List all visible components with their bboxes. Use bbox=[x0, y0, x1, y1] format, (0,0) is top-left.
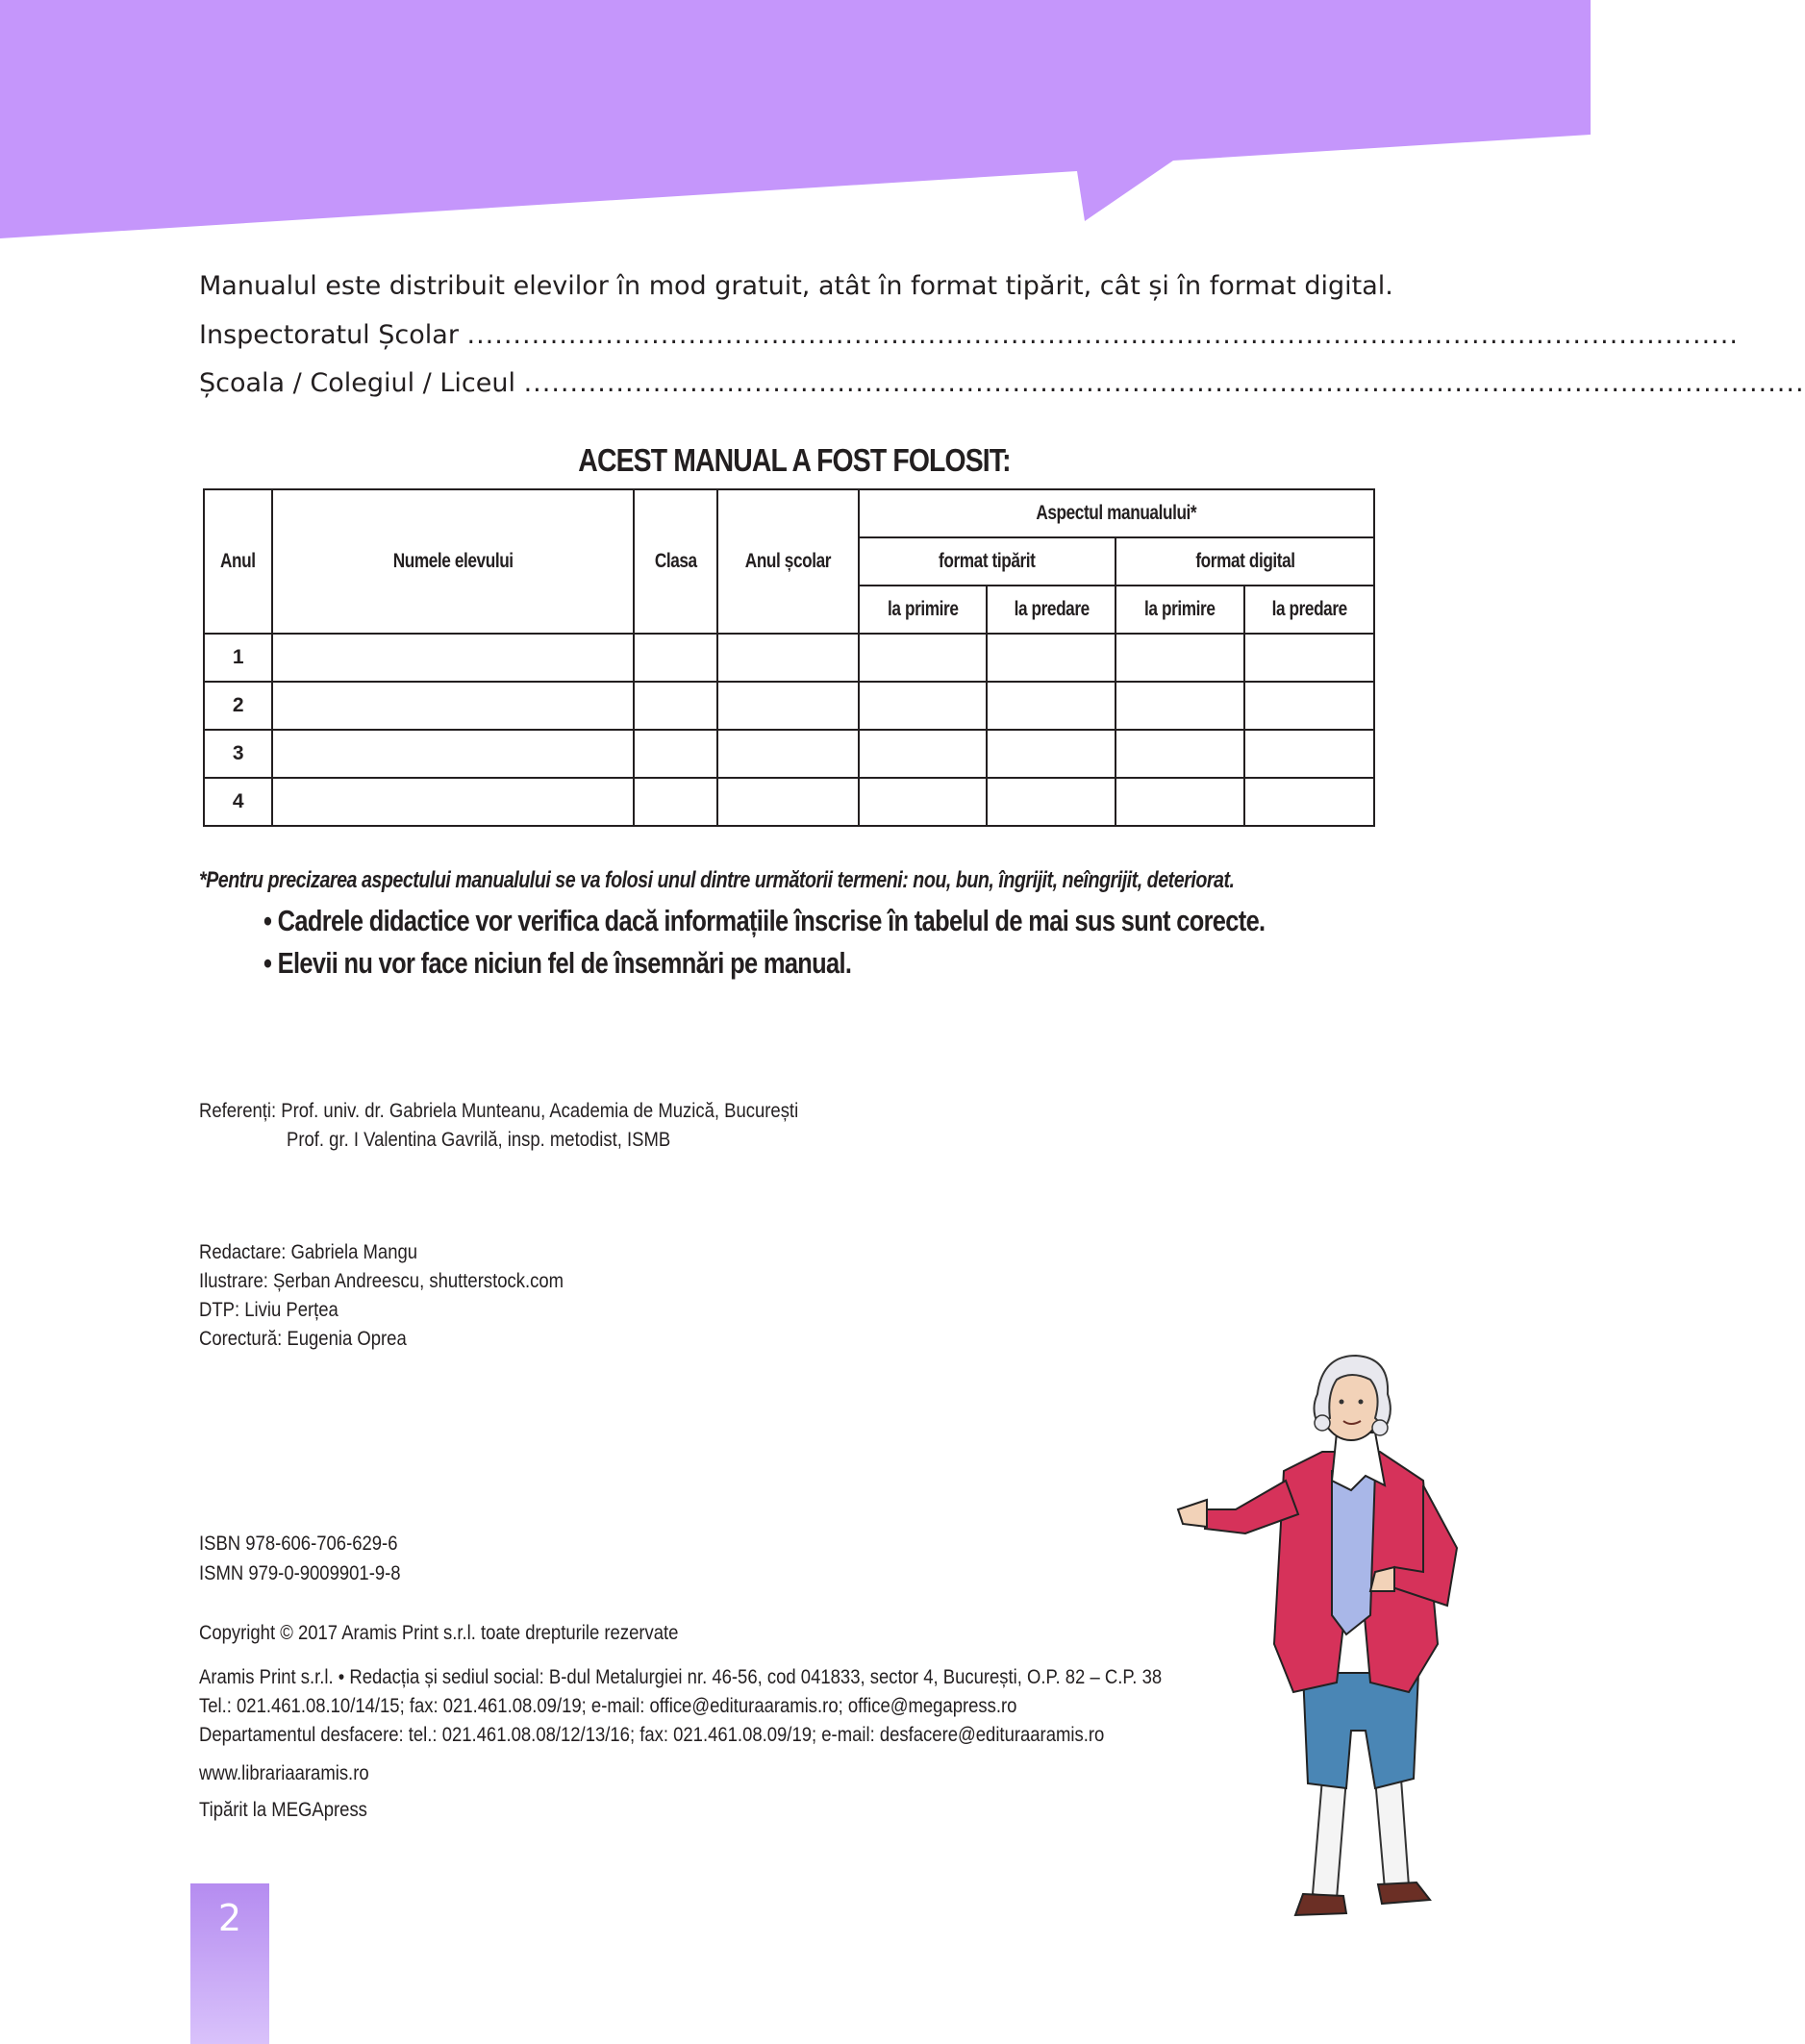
page-number: 2 bbox=[217, 1897, 242, 1939]
fill-dots: ........................................................................................................................................... bbox=[523, 368, 1805, 398]
cell-empty bbox=[272, 778, 634, 826]
cell-empty bbox=[272, 634, 634, 682]
term-deteriorat: deteriorat bbox=[1146, 867, 1230, 893]
cell-empty bbox=[272, 682, 634, 730]
credit-corectura: Corectură: Eugenia Oprea bbox=[199, 1328, 407, 1350]
school-line bbox=[199, 368, 1805, 398]
table-row bbox=[204, 682, 1374, 730]
cell-empty bbox=[859, 634, 988, 682]
free-distribution-notice: Manualul este distribuit elevilor în mod gratuit, atât în format tipărit, cât și în format digital. bbox=[199, 271, 1393, 301]
cell-empty bbox=[987, 634, 1116, 682]
cell-empty bbox=[717, 778, 859, 826]
referenti-line-1 bbox=[199, 1100, 798, 1123]
publisher-contact: Tel.: 021.461.08.10/14/15; fax: 021.461.08.09/19; e-mail: office@edituraaramis.ro; office@megapress.ro bbox=[199, 1695, 1017, 1717]
cell-empty bbox=[634, 730, 717, 778]
school-inspectorate-line bbox=[199, 320, 1739, 350]
credit-redactare: Redactare: Gabriela Mangu bbox=[199, 1241, 418, 1263]
header-clasa: Clasa bbox=[634, 489, 717, 634]
bullet-teachers-verify: • Cadrele didactice vor verifica dacă informațiile înscrise în tabelul de mai sus sunt corecte. bbox=[263, 904, 1266, 937]
cell-empty bbox=[634, 634, 717, 682]
school-inspectorate-label: Inspectoratul Școlar bbox=[199, 320, 459, 350]
cell-empty bbox=[717, 634, 859, 682]
publisher-address: Aramis Print s.r.l. • Redacția și sediul social: B-dul Metalurgiei nr. 46-56, cod 041833, sector 4, București, O.P. 82 – C.P. 38 bbox=[199, 1666, 1163, 1688]
header-tiparit-la-predare: la predare bbox=[987, 586, 1116, 634]
header-numele-elevului: Numele elevului bbox=[272, 489, 634, 634]
cell-empty bbox=[1116, 682, 1244, 730]
cell-empty bbox=[1244, 778, 1374, 826]
school-label: Școala / Colegiul / Liceul bbox=[199, 368, 515, 398]
composer-illustration bbox=[1178, 1327, 1515, 1932]
credit-ilustrare: Ilustrare: Șerban Andreescu, shutterstock.com bbox=[199, 1270, 564, 1292]
copyright: Copyright © 2017 Aramis Print s.r.l. toate drepturile rezervate bbox=[199, 1622, 679, 1644]
header-format-tiparit: format tipărit bbox=[859, 537, 1116, 586]
isbn: ISBN 978-606-706-629-6 bbox=[199, 1533, 398, 1555]
row-number: 4 bbox=[204, 778, 272, 826]
term-ingrijit: îngrijit bbox=[998, 867, 1053, 893]
cell-empty bbox=[1244, 634, 1374, 682]
aspect-note-prefix: *Pentru precizarea aspectului manualului se va folosi unul dintre următorii termeni: bbox=[199, 867, 914, 893]
header-digital-la-primire: la primire bbox=[1116, 586, 1244, 634]
referent-2: Prof. gr. I Valentina Gavrilă, insp. metodist, ISMB bbox=[287, 1129, 671, 1151]
term-nou: nou bbox=[913, 867, 946, 893]
cell-empty bbox=[1244, 730, 1374, 778]
cell-empty bbox=[272, 730, 634, 778]
cell-empty bbox=[987, 778, 1116, 826]
website-link[interactable]: www.librariaaramis.ro bbox=[199, 1762, 369, 1784]
cell-empty bbox=[1116, 778, 1244, 826]
row-number: 1 bbox=[204, 634, 272, 682]
cell-empty bbox=[634, 682, 717, 730]
page-number-tab bbox=[190, 1883, 269, 2044]
referenti-label: Referenți: bbox=[199, 1100, 277, 1122]
printed-by: Tipărit la MEGApress bbox=[199, 1799, 367, 1821]
cell-empty bbox=[1244, 682, 1374, 730]
referent-1: Prof. univ. dr. Gabriela Munteanu, Academia de Muzică, București bbox=[281, 1100, 799, 1122]
term-bun: bun bbox=[955, 867, 990, 893]
cell-empty bbox=[1116, 634, 1244, 682]
header-anul-scolar: Anul școlar bbox=[717, 489, 859, 634]
row-number: 2 bbox=[204, 682, 272, 730]
cell-empty bbox=[987, 682, 1116, 730]
header-aspectul-manualului: Aspectul manualului* bbox=[859, 489, 1374, 537]
aspect-note: *Pentru precizarea aspectului manualului se va folosi unul dintre următorii termeni: nou, bun, îngrijit, neîngrijit, deteriorat. bbox=[199, 867, 1235, 893]
header-digital-la-predare: la predare bbox=[1244, 586, 1374, 634]
term-neingrijit: neîngrijit bbox=[1062, 867, 1138, 893]
bullet-no-marks: • Elevii nu vor face niciun fel de însemnări pe manual. bbox=[263, 946, 852, 980]
cell-empty bbox=[987, 730, 1116, 778]
top-banner bbox=[0, 0, 1591, 250]
note-period: . bbox=[1229, 867, 1235, 893]
header-anul: Anul bbox=[204, 489, 272, 634]
ismn: ISMN 979-0-9009901-9-8 bbox=[199, 1562, 401, 1584]
table-row bbox=[204, 778, 1374, 826]
table-title: ACEST MANUAL A FOST FOLOSIT: bbox=[578, 442, 1011, 478]
header-tiparit-la-primire: la primire bbox=[859, 586, 988, 634]
cell-empty bbox=[717, 682, 859, 730]
fill-dots: .......................................................................................................................................... bbox=[466, 320, 1739, 350]
cell-empty bbox=[859, 682, 988, 730]
cell-empty bbox=[717, 730, 859, 778]
publisher-sales: Departamentul desfacere: tel.: 021.461.08.08/12/13/16; fax: 021.461.08.09/19; e-mail: desfacere@edituraaramis.ro bbox=[199, 1724, 1105, 1746]
credit-dtp: DTP: Liviu Perțea bbox=[199, 1299, 338, 1321]
cell-empty bbox=[859, 778, 988, 826]
table-row bbox=[204, 634, 1374, 682]
header-format-digital: format digital bbox=[1116, 537, 1374, 586]
cell-empty bbox=[634, 778, 717, 826]
row-number: 3 bbox=[204, 730, 272, 778]
table-row bbox=[204, 730, 1374, 778]
cell-empty bbox=[859, 730, 988, 778]
usage-table bbox=[203, 488, 1375, 827]
cell-empty bbox=[1116, 730, 1244, 778]
